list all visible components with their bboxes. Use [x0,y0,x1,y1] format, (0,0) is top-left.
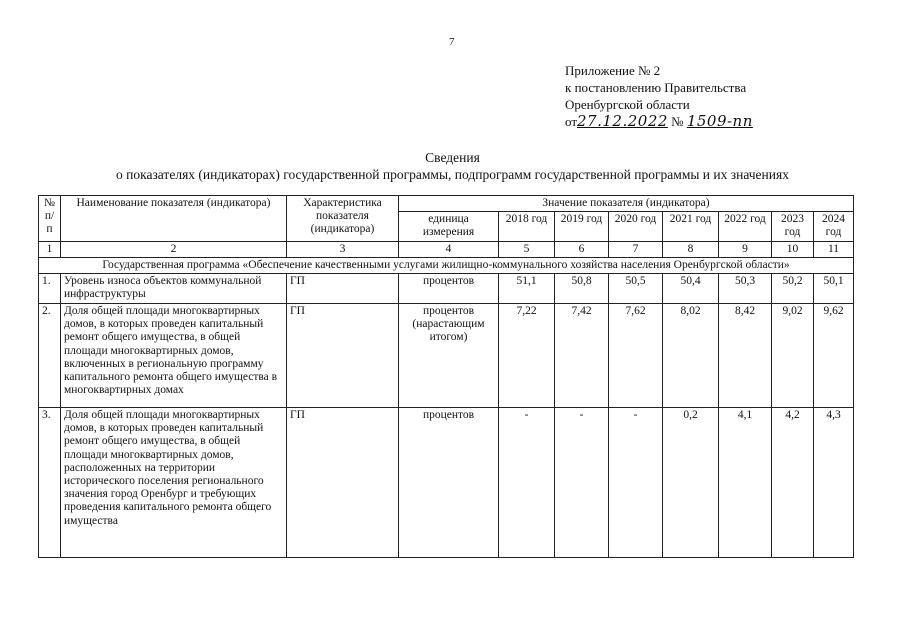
row-value: 7,62 [609,304,663,408]
header-year: 2020 год [609,212,663,241]
table-row [39,274,854,304]
row-value: 9,02 [772,304,814,408]
number-prefix: № [671,114,684,129]
row-unit: процентов (нарастающим итогом) [399,304,499,408]
row-value: 50,4 [663,274,719,304]
row-value: 50,5 [609,274,663,304]
program-row [39,257,854,273]
row-value: 7,22 [499,304,555,408]
row-value: 50,1 [814,274,854,304]
handwritten-number: 1509-пп [686,112,753,130]
row-value: 51,1 [499,274,555,304]
row-value: 50,8 [555,274,609,304]
row-value: 50,3 [719,274,772,304]
row-characteristic: ГП [287,408,399,558]
row-value: 4,3 [814,408,854,558]
row-unit: процентов [399,408,499,558]
appendix-line-1: Приложение № 2 [565,63,661,78]
table-row [39,408,854,558]
header-year: 2019 год [555,212,609,241]
appendix-date-line [565,113,753,130]
page-number: 7 [449,36,455,48]
header-unit: единица измерения [399,212,499,241]
document-heading [0,149,905,183]
appendix-line-2: к постановлению Правительства [565,80,747,95]
column-number: 8 [663,241,719,257]
date-prefix: от [565,114,578,129]
row-value: 0,2 [663,408,719,558]
row-value: - [609,408,663,558]
program-title: Государственная программа «Обеспечение качественными услугами жилищно-коммунального хозяйства населения Оренбургской области» [39,257,854,273]
column-number: 1 [39,241,61,257]
header-characteristic: Характеристика показателя (индикатора) [287,196,399,242]
column-number: 4 [399,241,499,257]
row-value: 8,42 [719,304,772,408]
row-name: Доля общей площади многоквартирных домов, в которых проведен капитальный ремонт общего имущества, в общей площади многоквартирных домов, включенных в региональную программу капитального ремонта общего имущества в многоквартирных домах [61,304,287,408]
header-no: № п/п [39,196,61,242]
column-number: 10 [772,241,814,257]
row-value: 9,62 [814,304,854,408]
row-value: - [555,408,609,558]
row-name: Доля общей площади многоквартирных домов, в которых проведен капитальный ремонт общего имущества, в общей площади многоквартирных домов, расположенных на территории исторического поселения регионального значения город Оренбург и требующих проведения капитального ремонта общего имущества [61,408,287,558]
header-year: 2018 год [499,212,555,241]
row-value: - [499,408,555,558]
header-year: 2022 год [719,212,772,241]
row-characteristic: ГП [287,304,399,408]
row-value: 50,2 [772,274,814,304]
header-year: 2021 год [663,212,719,241]
row-number: 3. [39,408,61,558]
header-name: Наименование показателя (индикатора) [61,196,287,242]
table-row [39,304,854,408]
handwritten-date: 27.12.2022 [577,112,668,130]
header-value-group: Значение показателя (индикатора) [399,196,854,212]
header-year: 2024 год [814,212,854,241]
row-value: 7,42 [555,304,609,408]
column-number-row [39,241,854,257]
row-characteristic: ГП [287,274,399,304]
column-number: 5 [499,241,555,257]
row-number: 1. [39,274,61,304]
header-year: 2023 год [772,212,814,241]
row-value: 4,1 [719,408,772,558]
appendix-block [565,62,753,130]
column-number: 7 [609,241,663,257]
row-name: Уровень износа объектов коммунальной инфраструктуры [61,274,287,304]
column-number: 9 [719,241,772,257]
heading-subtitle: о показателях (индикаторах) государственной программы, подпрограмм государственной программы и их значениях [116,167,789,182]
column-number: 6 [555,241,609,257]
row-unit: процентов [399,274,499,304]
column-number: 2 [61,241,287,257]
row-value: 8,02 [663,304,719,408]
column-number: 11 [814,241,854,257]
row-number: 2. [39,304,61,408]
heading-title: Сведения [425,150,480,165]
indicators-table [38,195,854,558]
column-number: 3 [287,241,399,257]
row-value: 4,2 [772,408,814,558]
appendix-line-3: Оренбургской области [565,97,690,112]
table-header-row [39,196,854,212]
